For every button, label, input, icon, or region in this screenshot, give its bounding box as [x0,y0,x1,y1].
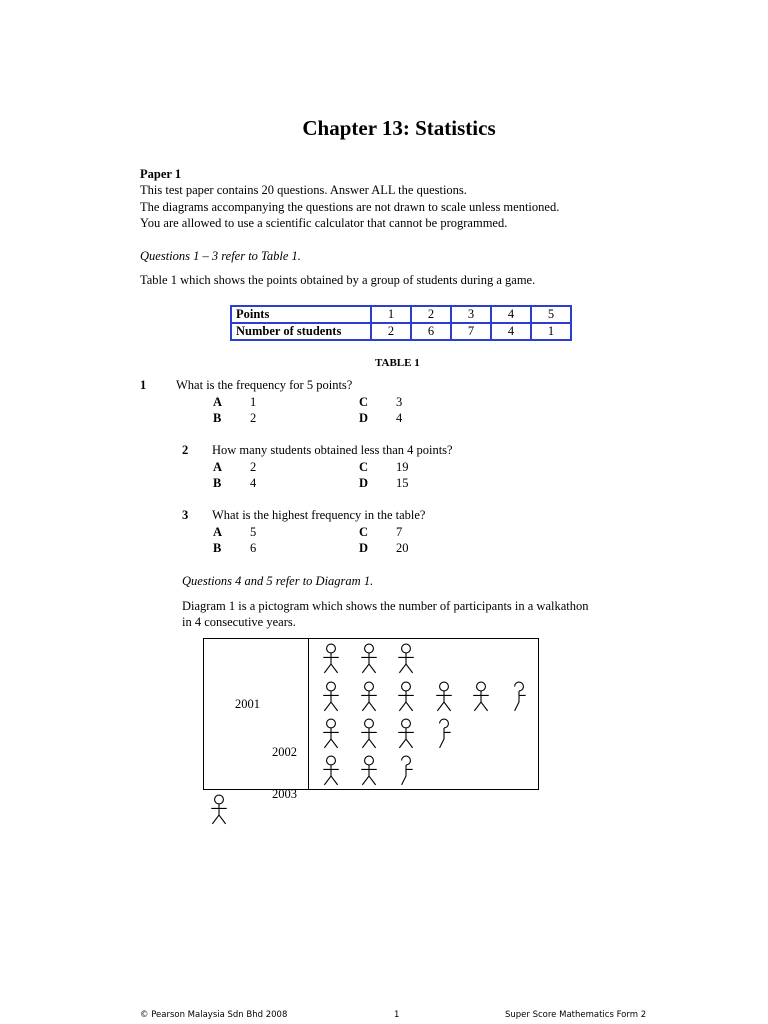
question-2-option-b: B 4 [213,476,257,490]
question-1-option-a: A 1 [213,395,257,409]
stick-figure-icon [360,755,378,786]
stick-figure-icon [322,643,340,674]
table-cell: 3 [451,306,491,323]
table-caption: TABLE 1 [375,357,420,369]
diagram-intro-line-1: Diagram 1 is a pictogram which shows the number of participants in a walkathon [182,599,589,613]
table-intro: Table 1 which shows the points obtained by a group of students during a game. [140,273,536,287]
year-label-2003: 2003 [272,787,297,801]
footer-copyright: © Pearson Malaysia Sdn Bhd 2008 [140,1010,288,1020]
stick-figure-icon [360,643,378,674]
table-row-label: Points [231,306,371,323]
table-row [231,323,571,340]
questions-1-3-reference: Questions 1 – 3 refer to Table 1. [140,249,301,263]
question-3-option-c: C 7 [359,525,403,539]
question-3-option-a: A 5 [213,525,257,539]
footer-book-title: Super Score Mathematics Form 2 [505,1010,647,1020]
stick-figure-icon [397,681,415,712]
diagram-intro-line-2: in 4 consecutive years. [182,615,296,629]
stick-figure-icon [322,681,340,712]
question-3-number: 3 [182,508,189,522]
question-3-text: What is the highest frequency in the table? [212,508,426,522]
stick-figure-icon [397,718,415,749]
pictogram-diagram [203,638,539,801]
stick-figure-icon [360,718,378,749]
question-2-option-a: A 2 [213,460,257,474]
question-1-number: 1 [140,378,147,392]
question-1-option-c: C 3 [359,395,403,409]
question-1-option-d: D 4 [359,411,403,425]
page-title: Chapter 13: Statistics [302,116,496,140]
points-table [230,305,572,341]
partial-stick-figure-icon [397,755,415,786]
question-2-option-d: D 15 [359,476,409,490]
stick-figure-icon [210,794,228,825]
stick-figure-icon [322,755,340,786]
instruction-line-1: This test paper contains 20 questions. Answer ALL the questions. [140,183,467,197]
table-cell: 4 [491,306,531,323]
table-cell: 2 [371,323,411,340]
pictogram-divider [308,639,309,790]
table-cell: 2 [411,306,451,323]
table-cell: 6 [411,323,451,340]
table-row [231,306,571,323]
instruction-line-3: You are allowed to use a scientific calculator that cannot be programmed. [140,216,508,230]
year-label-2001: 2001 [235,697,260,711]
question-2-option-c: C 19 [359,460,409,474]
stick-figure-icon [322,718,340,749]
question-3-option-d: D 20 [359,541,409,555]
instruction-line-2: The diagrams accompanying the questions are not drawn to scale unless mentioned. [140,200,560,214]
stick-figure-icon [397,643,415,674]
question-3-option-b: B 6 [213,541,257,555]
stick-figure-icon [472,681,490,712]
table-cell: 4 [491,323,531,340]
table-cell: 1 [531,323,571,340]
stick-figure-icon [435,681,453,712]
year-label-2002: 2002 [272,745,297,759]
partial-stick-figure-icon [510,681,528,712]
footer-page-number: 1 [394,1010,400,1020]
stick-figure-icon [360,681,378,712]
table-cell: 1 [371,306,411,323]
table-cell: 5 [531,306,571,323]
partial-stick-figure-icon [435,718,453,749]
table-cell: 7 [451,323,491,340]
table-row-label: Number of students [231,323,371,340]
question-1-text: What is the frequency for 5 points? [176,378,353,392]
question-2-text: How many students obtained less than 4 points? [212,443,453,457]
question-2-number: 2 [182,443,189,457]
paper-heading: Paper 1 [140,167,182,181]
questions-4-5-reference: Questions 4 and 5 refer to Diagram 1. [182,574,374,588]
question-1-option-b: B 2 [213,411,257,425]
